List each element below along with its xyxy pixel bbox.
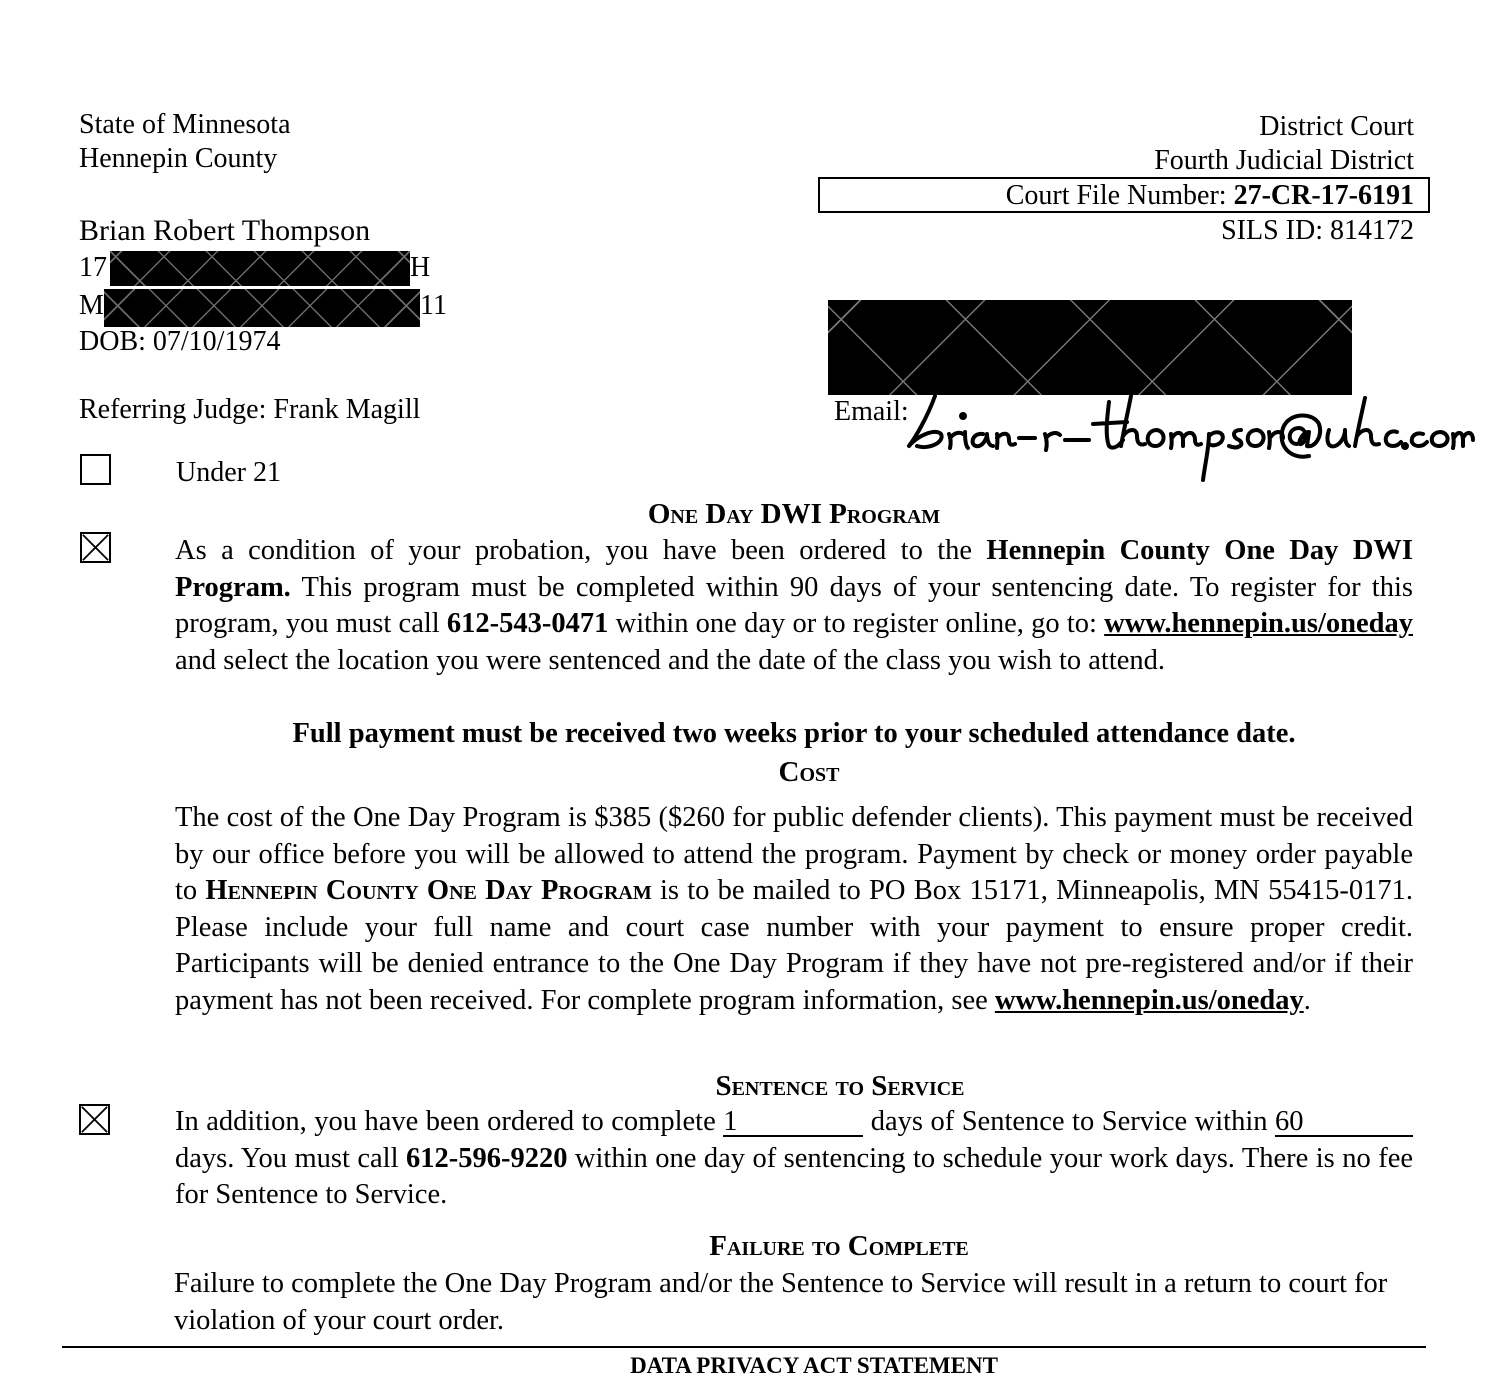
court-file-number-box — [818, 177, 1430, 213]
sentence-to-service-heading: Sentence to Service — [715, 1070, 965, 1102]
county-label: Hennepin County — [79, 143, 278, 174]
one-day-program-checkbox[interactable] — [80, 532, 111, 563]
one-day-program-heading: One Day DWI Program — [647, 498, 941, 530]
service-within-days-field[interactable]: 60 — [1275, 1109, 1413, 1137]
under-21-checkbox[interactable] — [80, 454, 111, 485]
address-line1-suffix: H — [410, 252, 431, 283]
dob: DOB: 07/10/1974 — [79, 326, 281, 357]
one-day-program-paragraph: As a condition of your probation, you have been ordered to the Hennepin County One Day DWI Program. This program must be completed within 90 days of your sentencing date. To register for this program, you must call 612-543-0471 within one day or to register online, go to: www.hennepin.us/oneday and select the location you were sentenced and the date of the class you wish to attend. — [175, 535, 1413, 676]
registration-url-link[interactable]: www.hennepin.us/oneday — [1104, 608, 1413, 639]
address-line1-prefix: 17 — [79, 252, 107, 283]
email-label: Email: — [834, 396, 909, 427]
referring-judge: Referring Judge: Frank Magill — [79, 394, 421, 425]
redacted-contact-block — [828, 300, 1352, 395]
address-line2-prefix: M — [79, 290, 104, 321]
data-privacy-heading: DATA PRIVACY ACT STATEMENT — [630, 1353, 998, 1378]
file-number-value: 27-CR-17-6191 — [1233, 180, 1414, 211]
handwritten-email-signature — [905, 388, 1480, 488]
service-days-field[interactable]: 1 — [723, 1109, 863, 1137]
under-21-label: Under 21 — [176, 457, 281, 488]
cost-paragraph: The cost of the One Day Program is $385 ($260 for public defender clients). This payment must be received by our office before you will be allowed to attend the program. Payment by check or money order payable to Hennepin County One Day Program is to be mailed to PO Box 15171, Minneapolis, MN 55415-0171. Please include your full name and court case number with your payment to ensure proper credit. Participants will be denied entrance to the One Day Program if they have not pre-registered and/or if their payment has not been received. For complete program information, see www.hennepin.us/oneday. — [175, 802, 1413, 1016]
failure-heading: Failure to Complete — [709, 1230, 969, 1262]
address-line2-suffix: 11 — [420, 290, 447, 321]
checkbox-x-mark-icon — [81, 1106, 108, 1133]
service-phone: 612-596-9220 — [405, 1142, 568, 1174]
court-label: District Court — [1259, 111, 1414, 142]
info-url-link[interactable]: www.hennepin.us/oneday — [994, 984, 1304, 1016]
footer-divider — [62, 1346, 1426, 1348]
checkbox-x-mark-icon — [82, 534, 109, 561]
file-number-label: Court File Number: — [1005, 180, 1227, 211]
payment-notice: Full payment must be received two weeks prior to your scheduled attendance date. — [292, 718, 1296, 749]
registration-phone: 612-543-0471 — [446, 608, 609, 639]
cost-heading: Cost — [778, 756, 840, 788]
district-label: Fourth Judicial District — [1154, 145, 1414, 176]
failure-paragraph: Failure to complete the One Day Program and/or the Sentence to Service will result in a return to court for violation of your court order. — [174, 1268, 1388, 1336]
payee-name: Hennepin County One Day Program — [205, 875, 652, 906]
sils-id: SILS ID: 814172 — [1221, 215, 1414, 246]
redacted-address-line1 — [110, 251, 410, 286]
redacted-address-line2 — [104, 289, 420, 327]
sentence-to-service-checkbox[interactable] — [79, 1104, 110, 1135]
sentence-to-service-paragraph: In addition, you have been ordered to complete 1 days of Sentence to Service within 60 days. You must call 612-596-9220 within one day of sentencing to schedule your work days. There is no fee for Sentence to Service. — [175, 1106, 1413, 1210]
state-label: State of Minnesota — [79, 109, 291, 140]
program-name: Hennepin County One Day DWI Program. — [175, 535, 1413, 603]
defendant-name: Brian Robert Thompson — [79, 214, 371, 247]
